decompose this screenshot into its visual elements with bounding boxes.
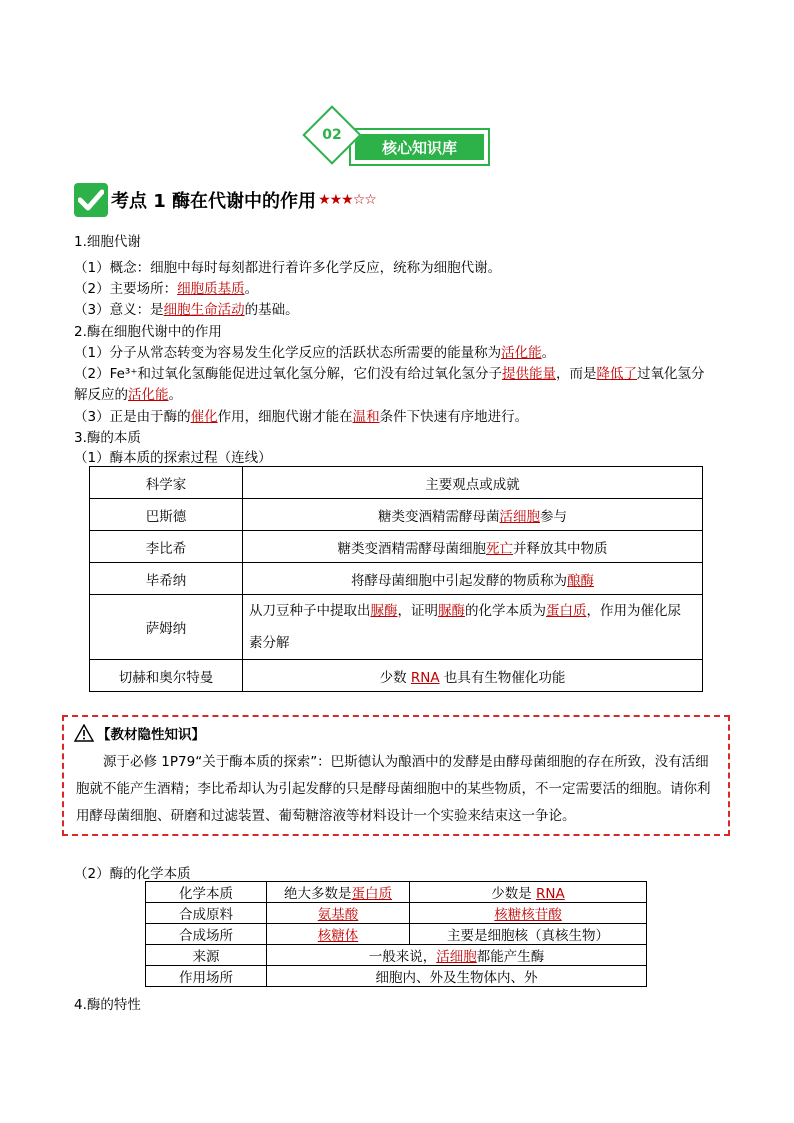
- topic-title: 考点 1 酶在代谢中的作用: [111, 191, 317, 212]
- table-cell: 来源: [146, 945, 267, 966]
- discovery-table: [89, 466, 703, 692]
- section-banner: [305, 114, 491, 168]
- keyword: 提供能量: [501, 366, 556, 382]
- checkmark-icon: [74, 183, 108, 217]
- table-cell: 氨基酸: [267, 903, 410, 924]
- table-row: [90, 563, 703, 595]
- table-row: [146, 966, 647, 987]
- table-row: [146, 882, 647, 903]
- s2-p2: （2）Fe³⁺和过氧化氢酶能促进过氧化氢分解，它们没有给过氧化氢分子提供能量，而是降低了过氧化氢分: [74, 366, 705, 382]
- keyword: 细胞质基质: [177, 281, 245, 297]
- table-cell: 从刀豆种子中提取出脲酶，证明脲酶的化学本质为蛋白质，作用为催化尿 素分解: [243, 595, 703, 660]
- section-4-title: 4.酶的特性: [74, 997, 141, 1013]
- table-cell: 糖类变酒精需酵母菌活细胞参与: [243, 499, 703, 531]
- table-cell: 少数是 RNA: [410, 882, 647, 903]
- section-3-title: 3.酶的本质: [74, 430, 141, 446]
- table-row: [90, 660, 703, 692]
- s1-p1: （1）概念：细胞中每时每刻都进行着许多化学反应，统称为细胞代谢。: [74, 260, 502, 276]
- section-1-title: 1.细胞代谢: [74, 234, 141, 250]
- tip-title: 【教材隐性知识】: [97, 727, 205, 743]
- table-cell: 切赫和奥尔特曼: [90, 660, 243, 692]
- table-cell: 细胞内、外及生物体内、外: [267, 966, 647, 987]
- keyword: 降低了: [596, 366, 637, 382]
- table-cell: 合成场所: [146, 924, 267, 945]
- s1-p3: （3）意义：是细胞生命活动的基础。: [74, 302, 299, 318]
- rating-stars: ★★★☆☆: [318, 192, 376, 208]
- table-cell: 作用场所: [146, 966, 267, 987]
- table-cell: 绝大多数是蛋白质: [267, 882, 410, 903]
- tip-body: 源于必修 1P79“关于酶本质的探索”：巴斯德认为酿酒中的发酵是由酵母菌细胞的存在所致，没有活细胞就不能产生酒精；李比希却认为引起发酵的只是酵母菌细胞中的某些物质，不一定需要活的细胞。请你利用酵母菌细胞、研磨和过滤装置、葡萄糖溶液等材料设计一个实验来结束这一争论。: [76, 754, 711, 824]
- s2-p1: （1）分子从常态转变为容易发生化学反应的活跃状态所需要的能量称为活化能。: [74, 345, 556, 361]
- table-cell: 毕希纳: [90, 563, 243, 595]
- keyword: 温和: [352, 409, 380, 425]
- table-cell: 科学家: [90, 467, 243, 499]
- table-cell: 巴斯德: [90, 499, 243, 531]
- table-cell: 糖类变酒精需酵母菌细胞死亡并释放其中物质: [243, 531, 703, 563]
- topic-heading: [74, 183, 376, 217]
- s2-p3: （3）正是由于酶的催化作用，细胞代谢才能在温和条件下快速有序地进行。: [74, 409, 529, 425]
- table-row: [90, 595, 703, 660]
- banner-title: 核心知识库: [355, 134, 484, 160]
- table-cell: 一般来说，活细胞都能产生酶: [267, 945, 647, 966]
- table-row: [90, 531, 703, 563]
- banner-box: [349, 128, 490, 166]
- table-cell: 萨姆纳: [90, 595, 243, 660]
- s3-sub2: （2）酶的化学本质: [74, 866, 191, 882]
- table-cell: 将酵母菌细胞中引起发酵的物质称为酿酶: [243, 563, 703, 595]
- keyword: 活化能: [128, 387, 169, 403]
- table-cell: 核糖核苷酸: [410, 903, 647, 924]
- tip-header: [74, 723, 205, 743]
- table-row: [146, 924, 647, 945]
- table-row: [90, 499, 703, 531]
- keyword: 细胞生命活动: [163, 302, 245, 318]
- table-cell: 主要是细胞核（真核生物）: [410, 924, 647, 945]
- s1-p2: （2）主要场所：细胞质基质。: [74, 281, 259, 297]
- section-2-title: 2.酶在细胞代谢中的作用: [74, 324, 222, 340]
- table-row: [146, 903, 647, 924]
- s3-sub1: （1）酶本质的探索过程（连线）: [74, 450, 272, 466]
- table-header-row: [90, 467, 703, 499]
- keyword: 活化能: [501, 345, 542, 361]
- table-cell: 核糖体: [267, 924, 410, 945]
- chemical-nature-table: [145, 881, 647, 987]
- table-cell: 合成原料: [146, 903, 267, 924]
- banner-number: 02: [322, 127, 342, 143]
- table-cell: 李比希: [90, 531, 243, 563]
- table-row: [146, 945, 647, 966]
- hidden-knowledge-box: [62, 715, 730, 836]
- s2-p2-cont: 解反应的活化能。: [74, 387, 182, 403]
- table-cell: 主要观点或成就: [243, 467, 703, 499]
- keyword: 催化: [190, 409, 218, 425]
- warning-icon: [74, 724, 94, 742]
- table-cell: 少数 RNA 也具有生物催化功能: [243, 660, 703, 692]
- table-cell: 化学本质: [146, 882, 267, 903]
